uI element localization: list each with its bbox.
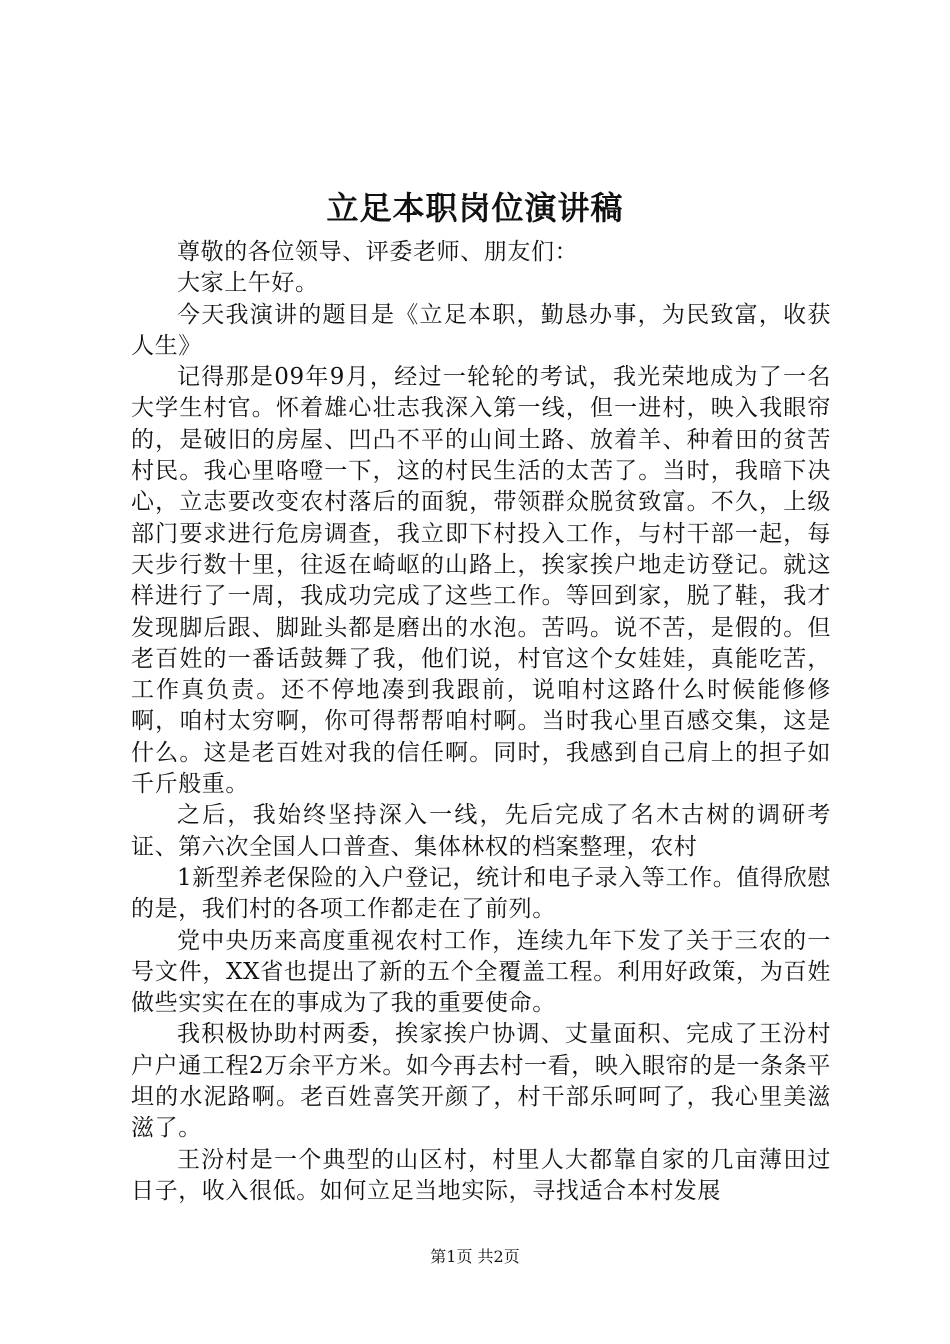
paragraph-greeting: 大家上午好。 [177, 270, 319, 297]
paragraph-memory: 记得那是09年9月，经过一轮轮的考试，我光荣地成为了一名大学生村官。怀着雄心壮志我深入第一线，但一进村，映入我眼帘的，是破旧的房屋、凹凸不平的山间土路、放着羊、种着田的贫苦村民。我心里咯噔一下，这的村民生活的太苦了。当时，我暗下决心，立志要改变农村落后的面貌，带领群众脱贫致富。不久，上级部门要求进行危房调查，我立即下村投入工作，与村干部一起，每天步行数十里，往返在崎岖的山路上，挨家挨户地走访登记。就这样进行了一周，我成功完成了这些工作。等回到家，脱了鞋，我才发现脚后跟、脚趾头都是磨出的水泡。苦吗。说不苦，是假的。但老百姓的一番话鼓舞了我，他们说，村官这个女娃娃，真能吃苦，工作真负责。还不停地凑到我跟前，说咱村这路什么时候能修修啊，咱村太穷啊，你可得帮帮咱村啊。当时我心里百感交集，这是什么。这是老百姓对我的信任啊。同时，我感到自己肩上的担子如千斤般重。 [131, 364, 831, 798]
document-title: 立足本职岗位演讲稿 [326, 189, 624, 227]
paragraph-pension-work: 1新型养老保险的入户登记，统计和电子录入等工作。值得欣慰的是，我们村的各项工作都走在了前列。 [131, 864, 831, 923]
paragraph-road-project: 我积极协助村两委，挨家挨户协调、丈量面积、完成了王汾村户户通工程2万余平方米。如今再去村一看，映入眼帘的是一条条平坦的水泥路啊。老百姓喜笑开颜了，村干部乐呵呵了，我心里美滋滋了。 [131, 1021, 831, 1142]
paragraph-village-development: 王汾村是一个典型的山区村，村里人大都靠自家的几亩薄田过日子，收入很低。如何立足当地实际，寻找适合本村发展 [131, 1146, 831, 1204]
paragraph-work-history: 之后，我始终坚持深入一线，先后完成了名木古树的调研考证、第六次全国人口普查、集体林权的档案整理，农村 [131, 802, 831, 860]
page-footer: 第1页 共2页 [430, 1247, 520, 1266]
document-body [131, 237, 831, 1207]
paragraph-policy: 党中央历来高度重视农村工作，连续九年下发了关于三农的一号文件，XX省也提出了新的五个全覆盖工程。利用好政策，为百姓做些实实在在的事成为了我的重要使命。 [131, 927, 831, 1017]
paragraph-salutation: 尊敬的各位领导、评委老师、朋友们： [177, 239, 579, 265]
paragraph-topic: 今天我演讲的题目是《立足本职，勤恳办事，为民致富，收获人生》 [131, 301, 831, 359]
